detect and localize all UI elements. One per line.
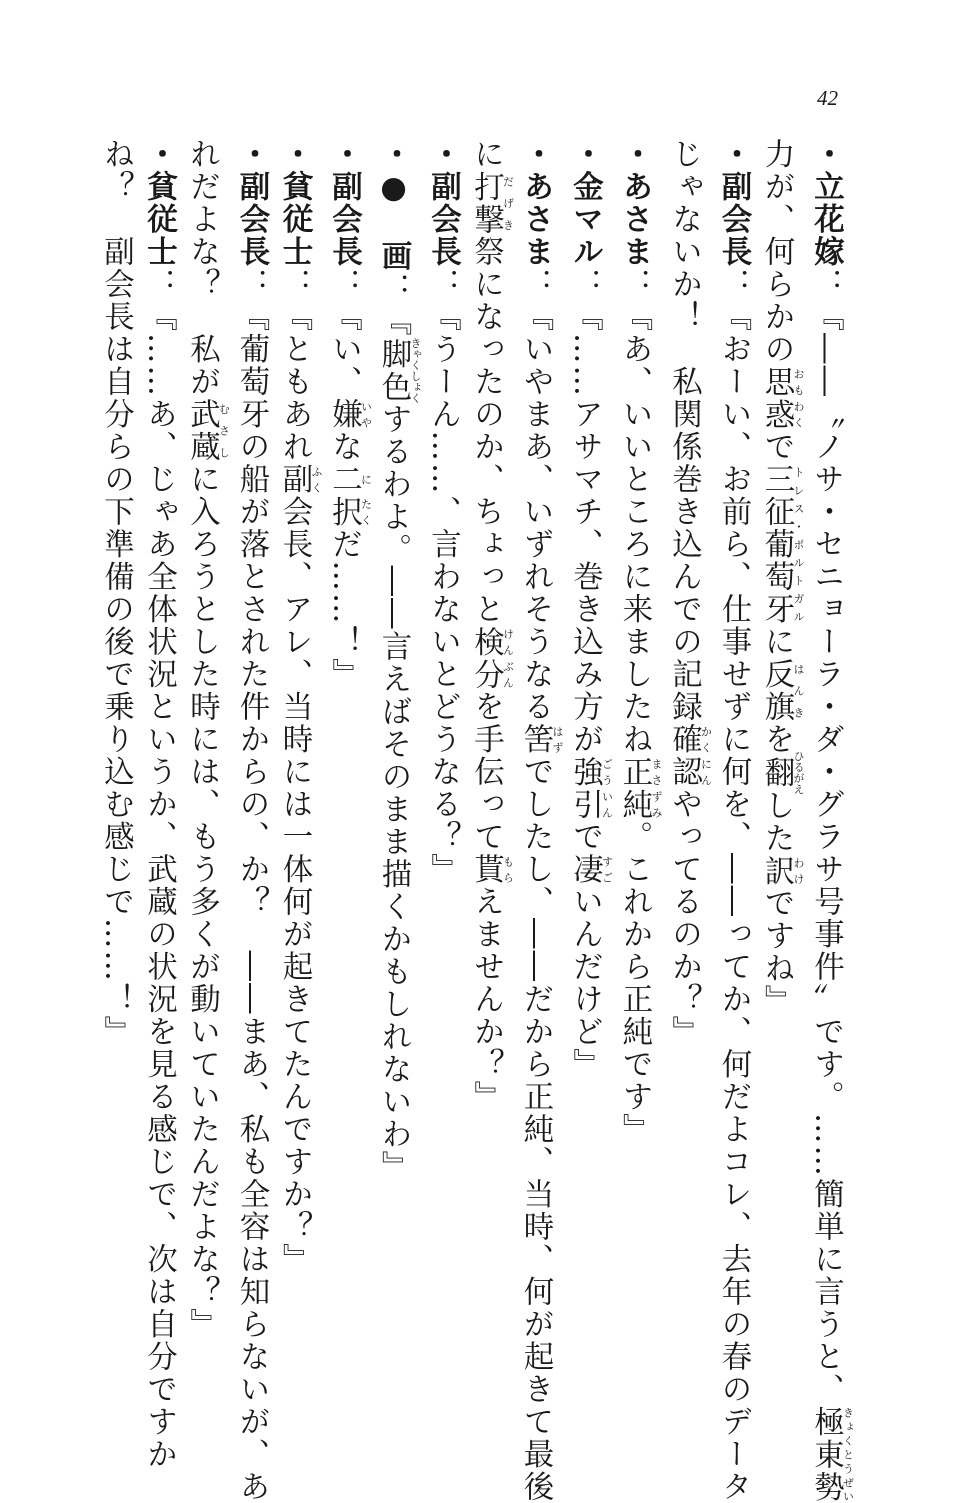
speaker-name: ・あさま bbox=[617, 138, 652, 268]
text-line bbox=[230, 138, 273, 1288]
ruby-reading: すご bbox=[601, 853, 614, 886]
ruby-reading: もら bbox=[502, 853, 515, 886]
ruby-word bbox=[185, 398, 220, 463]
speaker-name: ・副会長 bbox=[327, 138, 362, 268]
speaker-name: ・副会長 bbox=[426, 138, 461, 268]
speaker-name: ・副会長 bbox=[716, 138, 751, 268]
ruby-reading: かくにん bbox=[700, 723, 713, 788]
ruby-reading: いや bbox=[360, 398, 373, 431]
text-segment: な bbox=[327, 431, 362, 464]
ruby-base: 検分 bbox=[469, 626, 504, 691]
text-segment: 祭になったのか、ちょっと bbox=[469, 236, 504, 626]
text-line bbox=[422, 138, 465, 1288]
text-segment: ：『……あ、じゃあ全体状況というか、武蔵の状況を見る感じで、次は自分ですか bbox=[142, 268, 177, 1471]
ruby-reading: はんき bbox=[792, 658, 805, 723]
ruby-reading: ひるがえ bbox=[792, 751, 805, 795]
text-segment: ：『いやまあ、いずれそうなる bbox=[518, 268, 553, 723]
ruby-reading: たく bbox=[360, 496, 373, 529]
ruby-reading: だげき bbox=[502, 171, 515, 236]
text-line bbox=[95, 138, 138, 1288]
ruby-reading: きゃくしょく bbox=[409, 337, 422, 403]
text-segment: ね？ 副会長は自分らの下準備の後で乗り込む感じで……！』 bbox=[99, 138, 134, 1048]
speaker-name: ・あさま bbox=[518, 138, 553, 268]
text-segment: で bbox=[568, 821, 603, 854]
text-segment: ：『葡萄牙の船が落とされた件からの、か？ ――まあ、私も全容は知らないが、あ bbox=[234, 268, 269, 1503]
ruby-base: 正純 bbox=[617, 756, 652, 821]
ruby-word bbox=[277, 463, 312, 496]
text-segment: で bbox=[759, 431, 794, 464]
page-number: 42 bbox=[817, 86, 838, 111]
ruby-reading: むさし bbox=[218, 398, 231, 463]
text-line bbox=[805, 138, 855, 1288]
ruby-reading: ふく bbox=[310, 463, 323, 496]
ruby-word bbox=[327, 463, 362, 496]
text-line bbox=[138, 138, 181, 1288]
text-line bbox=[273, 138, 323, 1288]
ruby-word bbox=[809, 1406, 844, 1503]
text-segment: ですね』 bbox=[759, 887, 794, 1017]
text-segment: を手伝って bbox=[469, 691, 504, 854]
ruby-word bbox=[469, 626, 504, 691]
ruby-word bbox=[518, 723, 553, 756]
text-line bbox=[372, 138, 422, 1288]
ruby-base: 強引 bbox=[568, 756, 603, 821]
ruby-word bbox=[759, 366, 794, 431]
speaker-name: ・貧従士 bbox=[142, 138, 177, 268]
text-segment: だ……！』 bbox=[327, 528, 362, 691]
text-segment: ：『あ、いいところに来ましたね bbox=[617, 268, 652, 756]
ruby-reading: まさずみ bbox=[650, 756, 663, 821]
ruby-reading: きょくとうぜい bbox=[842, 1406, 855, 1503]
ruby-base: 嫌 bbox=[327, 398, 362, 431]
ruby-word bbox=[759, 658, 794, 723]
speaker-name: ・立花嫁 bbox=[809, 138, 844, 268]
ruby-base: 筈 bbox=[518, 723, 553, 756]
ruby-reading: に bbox=[360, 463, 373, 496]
ruby-base: 武蔵 bbox=[185, 398, 220, 463]
ruby-word bbox=[376, 338, 411, 404]
ruby-reading: おもわく bbox=[792, 366, 805, 431]
ruby-reading: わけ bbox=[792, 855, 805, 888]
text-segment: 会長、アレ、当時には一体何が起きてたんですか？』 bbox=[277, 496, 312, 1276]
text-segment: に bbox=[469, 138, 504, 171]
ruby-base: 確認 bbox=[667, 723, 702, 788]
ruby-reading: はず bbox=[551, 723, 564, 756]
text-line bbox=[663, 138, 713, 1288]
text-body bbox=[95, 138, 855, 1288]
text-line bbox=[465, 138, 515, 1288]
ruby-word bbox=[667, 723, 702, 788]
text-line bbox=[755, 138, 805, 1288]
ruby-word bbox=[327, 496, 362, 529]
ruby-word bbox=[568, 853, 603, 886]
text-segment: いんだけど』 bbox=[568, 886, 603, 1081]
speaker-name: ・貧従士 bbox=[277, 138, 312, 268]
ruby-base: 凄 bbox=[568, 853, 603, 886]
speaker-name: ・金マル bbox=[568, 138, 603, 268]
ruby-base: 二 bbox=[327, 463, 362, 496]
text-segment: に bbox=[759, 626, 794, 659]
ruby-base: 反旗 bbox=[759, 658, 794, 723]
text-segment: 力が、何らかの bbox=[759, 138, 794, 366]
ruby-base: 極東勢 bbox=[809, 1406, 844, 1503]
text-segment: ：『ともあれ bbox=[277, 268, 312, 463]
ruby-base: 択 bbox=[327, 496, 362, 529]
ruby-base: 打撃 bbox=[469, 171, 504, 236]
text-segment: を bbox=[759, 723, 794, 756]
ruby-base: 脚色 bbox=[376, 337, 411, 403]
text-segment: れだよな？ 私が bbox=[185, 138, 220, 398]
text-segment: した bbox=[759, 790, 794, 855]
text-line bbox=[564, 138, 614, 1288]
text-segment: じゃないか！ 私関係巻き込んでの記録 bbox=[667, 138, 702, 723]
text-segment: 。これから正純です』 bbox=[617, 821, 652, 1146]
text-line bbox=[613, 138, 663, 1288]
ruby-word bbox=[759, 855, 794, 888]
ruby-reading: ごういん bbox=[601, 756, 614, 821]
ruby-word bbox=[617, 756, 652, 821]
ruby-reading: トレス・ポルトガル bbox=[792, 463, 805, 625]
ruby-base: 貰 bbox=[469, 853, 504, 886]
text-segment: ：『おーい、お前ら、仕事せずに何を、――ってか、何だよコレ、去年の春のデータ bbox=[716, 268, 751, 1503]
text-segment: ：『――〝ノサ・セニョーラ・ダ・グラサ号事件〟です。……簡単に言うと、 bbox=[809, 268, 844, 1406]
text-segment: やってるのか？』 bbox=[667, 788, 702, 1048]
ruby-reading: けんぶん bbox=[502, 626, 515, 691]
text-segment: ：『 bbox=[376, 273, 411, 338]
speaker-name: ・● 画 bbox=[376, 138, 411, 273]
text-line bbox=[712, 138, 755, 1288]
ruby-base: 三征葡萄牙 bbox=[759, 463, 794, 626]
ruby-base: 翻 bbox=[759, 751, 794, 795]
ruby-word bbox=[759, 756, 794, 790]
text-segment: ：『い、 bbox=[327, 268, 362, 398]
ruby-word bbox=[469, 853, 504, 886]
speaker-name: ・副会長 bbox=[234, 138, 269, 268]
text-line bbox=[181, 138, 231, 1288]
text-line bbox=[323, 138, 373, 1288]
text-line bbox=[514, 138, 564, 1288]
text-segment: するわよ。――言えばそのまま描くかもしれないわ』 bbox=[376, 403, 411, 1183]
ruby-word bbox=[469, 171, 504, 236]
text-segment: ：『うーん……、言わないとどうなる？』 bbox=[426, 268, 461, 886]
ruby-base: 副 bbox=[277, 463, 312, 496]
ruby-base: 思惑 bbox=[759, 366, 794, 431]
text-segment: ：『……アサマチ、巻き込み方が bbox=[568, 268, 603, 756]
text-segment: に入ろうとした時には、もう多くが動いていたんだよな？』 bbox=[185, 463, 220, 1341]
ruby-base: 訳 bbox=[759, 855, 794, 888]
text-segment: でしたし、――だから正純、当時、何が起きて最後 bbox=[518, 756, 553, 1503]
ruby-word bbox=[759, 463, 794, 626]
ruby-word bbox=[327, 398, 362, 431]
text-segment: えませんか？』 bbox=[469, 886, 504, 1114]
ruby-word bbox=[568, 756, 603, 821]
